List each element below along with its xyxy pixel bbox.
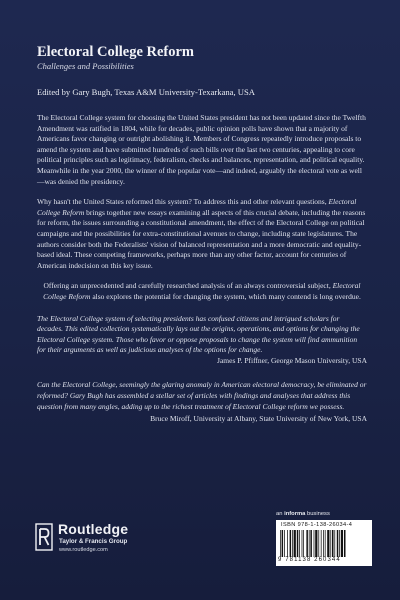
barcode-bar	[327, 530, 329, 557]
description-paragraph-3	[37, 281, 367, 302]
barcode-bar	[290, 530, 292, 557]
barcode-bar	[321, 530, 322, 557]
barcode-bar	[297, 530, 299, 557]
book-subtitle: Challenges and Possibilities	[37, 61, 134, 71]
paragraph-3-text-a: Offering an unprecedented and carefully researched analysis of an always controversial subject,	[43, 281, 333, 291]
barcode-bar	[302, 530, 303, 557]
barcode-bar	[337, 530, 339, 557]
endorsement-quote: Can the Electoral College, seemingly the glaring anomaly in American electoral democracy, be eliminated or reformed? Gary Bugh has assembled a stellar set of articles with findings and analyses that address this question from many angles, adding up to the richest treatment of Electoral College reform we possess.	[37, 380, 367, 411]
barcode-bar	[330, 530, 331, 557]
barcode-bars	[280, 530, 368, 557]
paragraph-2-text-a: Why hasn't the United States reformed this system? To address this and other relevant questions,	[37, 197, 329, 207]
paragraph-3-text-b: also explores the potential for changing the system, which many contend is long overdue.	[90, 291, 361, 301]
endorsement-attribution: James P. Pfiffner, George Mason University, USA	[217, 355, 367, 365]
paragraph-2-text-b: brings together new essays examining all aspects of this crucial debate, including the reasons for reform, the issues surrounding a constitutional amendment, the effect of the Electoral College on political campaigns and the possibilities for extra-constitutional avenues to change, including state legislatures. The authors consider both the Federalists' vision of balanced representation and a more democratic and equality-based ideal. These competing frameworks, perhaps more than any other factor, account for centuries of American indecision on this key issue.	[37, 207, 366, 270]
barcode-bar	[282, 530, 284, 557]
barcode	[276, 520, 372, 566]
paragraph-3-book-title: Electoral College Reform	[43, 281, 361, 301]
barcode-bar	[325, 530, 326, 557]
publisher-logo	[35, 520, 175, 560]
barcode-bar	[323, 530, 324, 557]
barcode-bar	[318, 530, 319, 557]
barcode-bar	[314, 530, 315, 557]
barcode-bar	[306, 530, 308, 557]
publisher-url: www.routledge.com	[59, 547, 108, 553]
barcode-bar	[294, 530, 296, 557]
barcode-bar	[287, 530, 288, 557]
barcode-bar	[303, 530, 304, 557]
barcode-bar	[332, 530, 334, 557]
informa-suffix: business	[306, 511, 330, 517]
publisher-group: Taylor & Francis Group	[59, 538, 128, 545]
informa-business-label	[276, 511, 330, 517]
editor-line: Edited by Gary Bugh, Texas A&M University-Texarkana, USA	[37, 87, 255, 97]
barcode-bar	[339, 530, 340, 557]
barcode-bar	[334, 530, 335, 557]
book-title: Electoral College Reform	[37, 44, 195, 60]
description-paragraph-1: The Electoral College system for choosing the United States president has not been updated since the Twelfth Amendment was ratified in 1804, while for decades, public opinion polls have shown that a majority of Americans favor changing or outright abolishing it. Members of Congress repeatedly introduce proposals to amend the system and have submitted hundreds of such bills over the last two centuries, appealing to core political principles such as legitimacy, federalism, checks and balances, representation, and political equality. Meanwhile in the year 2000, the winner of the popular vote—and indeed, arguably the electoral vote as well—was denied the presidency.	[37, 113, 366, 186]
paragraph-2-book-title: Electoral College Reform	[37, 197, 357, 217]
barcode-bar	[310, 530, 312, 557]
barcode-bar	[299, 530, 300, 557]
endorsement-quote: The Electoral College system of selecting presidents has confused citizens and intrigued scholars for decades. This edited collection systematically lays out the origins, operations, and options for changing the Electoral College system. Those who favor or oppose proposals to change the system will find ammunition for their arguments as well as judicious analyses of the options for change.	[37, 313, 360, 355]
barcode-bar	[292, 530, 293, 557]
isbn-label: ISBN 978-1-138-26034-4	[281, 522, 353, 528]
endorsement-attribution: Bruce Miroff, University at Albany, State University of New York, USA	[150, 414, 367, 424]
informa-brand: informa	[284, 511, 306, 517]
barcode-bar	[309, 530, 310, 557]
cover-text-block	[37, 44, 367, 425]
barcode-bar	[341, 530, 343, 557]
informa-prefix: an	[276, 511, 283, 517]
barcode-digits: 9 781138 260344	[278, 557, 341, 563]
routledge-logo-icon	[35, 523, 53, 551]
publisher-name: Routledge	[58, 521, 129, 537]
barcode-bar	[344, 530, 346, 557]
barcode-bar	[280, 530, 281, 557]
barcode-bar	[315, 530, 317, 557]
description-paragraph-2	[37, 197, 367, 271]
barcode-bar	[284, 530, 285, 557]
